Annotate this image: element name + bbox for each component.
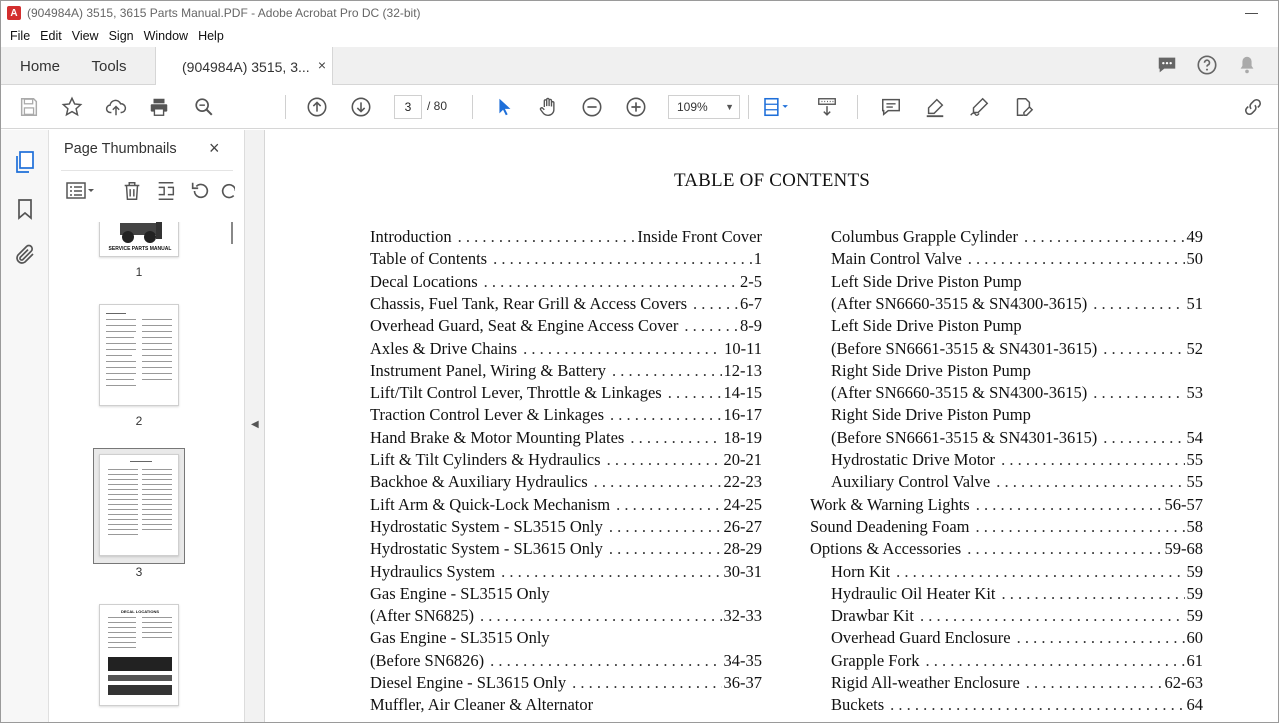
toc-entry[interactable] [370,450,762,472]
toc-dot-leader [610,495,721,517]
toc-entry[interactable] [370,695,762,717]
toc-dot-leader [452,227,636,249]
toc-entry[interactable] [370,539,762,561]
toc-entry[interactable] [810,495,1203,517]
toc-entry[interactable] [370,495,762,517]
toc-entry-page: 55 [1186,450,1203,469]
toc-entry[interactable] [370,294,762,316]
thumbnail-caption: DECAL LOCATIONS [120,609,160,614]
thumbnail-page-1[interactable] [99,222,179,257]
tab-document[interactable] [155,47,333,86]
toc-entry[interactable] [370,562,762,584]
toc-entry[interactable] [810,539,1203,561]
toc-entry-page: 30-31 [723,561,762,581]
toc-entry[interactable] [370,428,762,450]
rotate-clockwise-icon[interactable] [219,180,235,205]
toc-entry-title: (Before SN6661-3515 & SN4301-3615) [831,427,1098,447]
minimize-button[interactable]: — [1245,5,1258,20]
toc-entry-page: 34-35 [723,650,762,670]
title-bar [1,1,1278,25]
toc-entry[interactable] [370,272,762,294]
toc-entry-title: Chassis, Fuel Tank, Rear Grill & Access Covers [370,293,688,313]
thumbnail-label: 2 [135,414,143,428]
toc-dot-leader [687,294,738,316]
toc-entry-title: Decal Locations [370,271,478,291]
pane-title: Page Thumbnails [64,141,177,157]
tab-tools[interactable]: Tools [91,57,127,75]
page-number-input[interactable]: 3 [394,95,422,119]
toc-entry-title: Introduction [370,227,452,246]
toc-dot-leader [961,539,1162,561]
thumbnail-page-3[interactable] [99,454,179,556]
toc-entry-page: 22-23 [723,472,762,492]
toc-entry-page: 59 [1186,606,1203,626]
tab-document-label: (904984A) 3515, 3... [182,58,310,75]
document-view[interactable] [266,130,1278,723]
toc-entry-title: Work & Warning Lights [810,494,970,514]
toc-entry-title: Hydraulics System [370,561,496,581]
toc-entry-title: Hydrostatic Drive Motor [831,450,996,469]
toc-entry[interactable] [831,628,1203,650]
toc-dot-leader [624,428,721,450]
toc-dot-leader [604,405,721,427]
toc-entry[interactable] [831,606,1203,628]
previous-page-icon[interactable] [305,95,329,119]
zoom-in-icon[interactable] [624,95,648,119]
comment-icon[interactable] [879,95,903,119]
toc-entry-page: 54 [1186,427,1203,447]
toc-entry-title: Right Side Drive Piston Pump [831,405,1031,425]
toc-entry[interactable] [831,294,1203,316]
machine-illustration-icon [100,222,180,258]
attachments-paperclip-icon[interactable] [13,243,39,269]
toc-dot-leader [606,361,722,383]
toc-entry-title: (Before SN6826) [370,650,485,670]
page-total: / 80 [427,99,448,113]
toc-entry-page: 59 [1186,583,1203,603]
toc-dot-leader [1020,673,1163,695]
rotate-counterclockwise-icon[interactable] [189,180,211,205]
toc-dot-leader [517,339,722,361]
toc-entry-title: Lift Arm & Quick-Lock Mechanism [370,494,611,514]
stamp-edit-icon[interactable] [1011,95,1035,119]
menu-sign[interactable]: Sign [108,29,134,43]
toc-entry-page: 28-29 [723,539,762,559]
thumbnail-page-2[interactable] [99,304,179,406]
toc-entry-page: 53 [1186,383,1203,403]
toc-entry-title: Table of Contents [370,249,488,269]
toc-entry[interactable] [370,517,762,539]
toc-entry-page: 58 [1186,516,1203,536]
toc-entry-title: Instrument Panel, Wiring & Battery [370,360,606,380]
zoom-out-icon[interactable] [580,95,604,119]
toc-entry[interactable] [831,562,1203,584]
thumbnail-options-icon[interactable] [63,180,97,205]
toc-entry[interactable] [370,383,762,405]
toc-entry-page: 49 [1186,227,1203,246]
toc-entry-title: Overhead Guard Enclosure [831,628,1011,648]
toc-entry-page: 55 [1186,472,1203,492]
toc-dot-leader [566,673,721,695]
toc-dot-leader [678,316,738,338]
toc-entry-page: 18-19 [723,427,762,447]
toc-entry[interactable] [370,316,762,338]
pane-toolbar [61,178,237,204]
toc-entry[interactable] [370,584,762,606]
toc-entry-page: 56-57 [1164,494,1203,514]
toc-entry-title: Left Side Drive Piston Pump [831,271,1022,291]
toc-entry[interactable] [370,227,762,249]
notifications-bell-icon[interactable] [1236,54,1258,79]
toc-dot-leader [603,539,722,561]
find-zoom-icon[interactable] [192,95,216,119]
next-page-icon[interactable] [349,95,373,119]
toc-entry[interactable] [370,361,762,383]
toc-entry-page: 14-15 [723,383,762,403]
acrobat-logo-icon: A [7,6,21,20]
bookmark-star-icon[interactable] [60,95,84,119]
toc-entry-title: Overhead Guard, Seat & Engine Access Cover [370,316,679,336]
toc-entry[interactable] [831,249,1203,271]
toc-dot-leader [914,606,1185,628]
toc-dot-leader [962,249,1185,271]
navigation-rail [1,130,49,723]
toc-dot-leader [990,472,1184,494]
toc-entry-title: Gas Engine - SL3515 Only [370,628,550,648]
toc-dot-leader [495,562,721,584]
toc-entry-page: 1 [753,249,762,269]
close-tab-button[interactable]: × [317,57,326,73]
page-thumbnails-icon[interactable] [13,150,39,176]
toc-dot-leader [1087,383,1184,405]
toc-entry-title: Lift & Tilt Cylinders & Hydraulics [370,450,601,469]
toc-entry[interactable] [831,361,1203,383]
toc-entry-title: (After SN6660-3515 & SN4300-3615) [831,293,1088,313]
toc-dot-leader [484,651,721,673]
toc-dot-leader [1018,227,1185,249]
toc-entry-title: (After SN6660-3515 & SN4300-3615) [831,383,1088,403]
toc-entry-page: 59-68 [1164,539,1203,559]
highlight-pen-icon[interactable] [923,95,947,119]
thumbnail-list [49,222,229,723]
window-title: (904984A) 3515, 3615 Parts Manual.PDF - Adobe Acrobat Pro DC (32-bit) [27,6,421,20]
tab-home[interactable]: Home [19,57,60,75]
menu-window[interactable]: Window [143,29,189,43]
delete-trash-icon[interactable] [121,180,143,205]
toc-dot-leader [603,517,722,539]
toc-entry-page: 26-27 [723,516,762,536]
select-cursor-icon[interactable] [492,95,516,119]
toc-entry-page: 32-33 [723,606,762,626]
menu-help[interactable]: Help [198,29,224,43]
toc-dot-leader [474,606,721,628]
toc-entry-title: Right Side Drive Piston Pump [831,360,1031,380]
toc-entry[interactable] [831,450,1203,472]
bookmarks-icon[interactable] [13,197,39,223]
toc-entry-page: 59 [1186,561,1203,581]
chevron-down-icon: ▼ [725,102,734,112]
toc-entry[interactable] [370,405,762,427]
toc-entry-page: 8-9 [740,316,762,336]
toc-entry-title: Drawbar Kit [831,606,914,626]
toc-entry[interactable] [831,673,1203,695]
toc-dot-leader [478,272,738,294]
toc-dot-leader [890,562,1184,584]
toc-entry-page: 51 [1186,293,1203,313]
toc-entry-page: 50 [1186,249,1203,269]
toc-entry-title: Lift/Tilt Control Lever, Throttle & Linkages [370,383,662,403]
save-icon[interactable] [17,95,41,119]
toc-entry-title: Buckets [831,695,885,715]
toc-dot-leader [970,495,1163,517]
toc-entry-title: Backhoe & Auxiliary Hydraulics [370,472,588,492]
toc-entry-title: Axles & Drive Chains [370,338,518,358]
toc-entry[interactable] [831,383,1203,405]
share-link-icon[interactable] [1241,95,1265,119]
toc-entry-page: 24-25 [723,494,762,514]
collapse-pane-strip[interactable] [245,130,265,723]
toc-entry-title: Diesel Engine - SL3615 Only [370,673,567,692]
toc-dot-leader [1097,339,1184,361]
toc-entry[interactable] [831,584,1203,606]
toc-entry-page: 12-13 [723,360,762,380]
toc-dot-leader [995,450,1184,472]
close-pane-button[interactable]: × [209,138,220,158]
toc-entry-title: Main Control Valve [831,249,962,269]
scroll-mode-icon[interactable] [815,95,839,119]
toc-entry-page: 64 [1186,695,1203,715]
menu-edit[interactable]: Edit [40,29,62,43]
toc-dot-leader [487,249,752,271]
toc-entry[interactable] [831,272,1203,294]
thumbnail-page-4[interactable] [99,604,179,706]
toc-entry-title: (Before SN6661-3515 & SN4301-3615) [831,338,1098,358]
toc-entry-page: 10-11 [724,338,762,358]
toc-entry[interactable] [370,651,762,673]
hand-tool-icon[interactable] [536,95,560,119]
thumbnail-caption: SERVICE PARTS MANUAL [108,246,172,252]
toc-entry[interactable] [810,517,1203,539]
toc-entry-page: Inside Front Cover [637,227,762,246]
toc-dot-leader [601,450,722,472]
menu-bar [1,25,1278,47]
toc-entry-title: Hydrostatic System - SL3615 Only [370,539,603,559]
toc-entry-page: 20-21 [723,450,762,469]
pane-scrollbar[interactable] [231,222,233,244]
toc-entry-title: Options & Accessories [810,539,962,559]
zoom-select[interactable] [668,95,740,119]
thumbnails-pane [49,130,245,723]
toc-entry-title: Traction Control Lever & Linkages [370,405,605,425]
toc-entry-page: 16-17 [723,405,762,425]
help-icon[interactable] [1196,54,1218,79]
toc-entry[interactable] [370,628,762,650]
toc-entry-page: 52 [1186,338,1203,358]
toc-entry-title: Hand Brake & Motor Mounting Plates [370,427,625,447]
toc-dot-leader [919,651,1184,673]
toc-dot-leader [1087,294,1184,316]
toc-entry-title: Columbus Grapple Cylinder [831,227,1018,246]
toc-entry-title: Gas Engine - SL3515 Only [370,583,550,603]
toc-entry-page: 62-63 [1164,673,1203,692]
fill-sign-icon[interactable] [967,95,991,119]
toc-entry[interactable] [370,673,762,695]
toc-entry-page: 61 [1186,650,1203,670]
toc-dot-leader [1097,428,1184,450]
toc-entry[interactable] [831,227,1203,249]
toc-entry-title: Hydraulic Oil Heater Kit [831,583,996,603]
toc-entry-page: 60 [1186,628,1203,648]
comments-icon[interactable] [1156,54,1178,79]
toc-dot-leader [588,472,722,494]
page-fit-icon[interactable] [758,95,794,119]
toc-entry-page: 2-5 [740,271,762,291]
collapse-arrow-icon[interactable]: ◀ [251,419,259,430]
toc-dot-leader [995,584,1184,606]
toc-entry[interactable] [831,339,1203,361]
toc-dot-leader [662,383,722,405]
toc-entry-title: Muffler, Air Cleaner & Alternator [370,695,594,715]
toc-entry[interactable] [370,472,762,494]
toc-dot-leader [884,695,1184,717]
menu-view[interactable]: View [71,29,99,43]
extract-pages-icon[interactable] [155,180,177,205]
zoom-value: 109% [677,100,708,114]
toc-entry[interactable] [831,651,1203,673]
toolbar [1,85,1278,129]
toc-entry[interactable] [370,249,762,271]
menu-file[interactable]: File [10,29,31,43]
toc-entry[interactable] [831,316,1203,338]
toc-entry[interactable] [831,695,1203,717]
toc-entry[interactable] [831,405,1203,427]
toc-entry[interactable] [370,339,762,361]
toc-entry-title: Sound Deadening Foam [810,516,970,536]
toc-entry-title: Rigid All-weather Enclosure [831,673,1020,692]
toc-entry-title: Hydrostatic System - SL3515 Only [370,516,603,536]
upload-cloud-icon[interactable] [104,95,128,119]
thumbnail-label: 1 [135,265,143,279]
toc-entry-title: Horn Kit [831,561,891,581]
toc-entry-title: (After SN6825) [370,606,475,626]
toc-entry-title: Left Side Drive Piston Pump [831,316,1022,336]
toc-entry-title: Grapple Fork [831,650,920,670]
toc-entry-page: 36-37 [723,673,762,692]
print-icon[interactable] [147,95,171,119]
toc-dot-leader [1011,628,1185,650]
tab-bar [1,47,1278,85]
toc-dot-leader [969,517,1184,539]
toc-entry[interactable] [370,606,762,628]
toc-entry-page: 6-7 [740,293,762,313]
toc-entry[interactable] [831,428,1203,450]
thumbnail-label: 3 [135,565,143,579]
toc-entry[interactable] [831,472,1203,494]
document-heading: TABLE OF CONTENTS [673,170,871,191]
toc-entry-title: Auxiliary Control Valve [831,472,991,492]
